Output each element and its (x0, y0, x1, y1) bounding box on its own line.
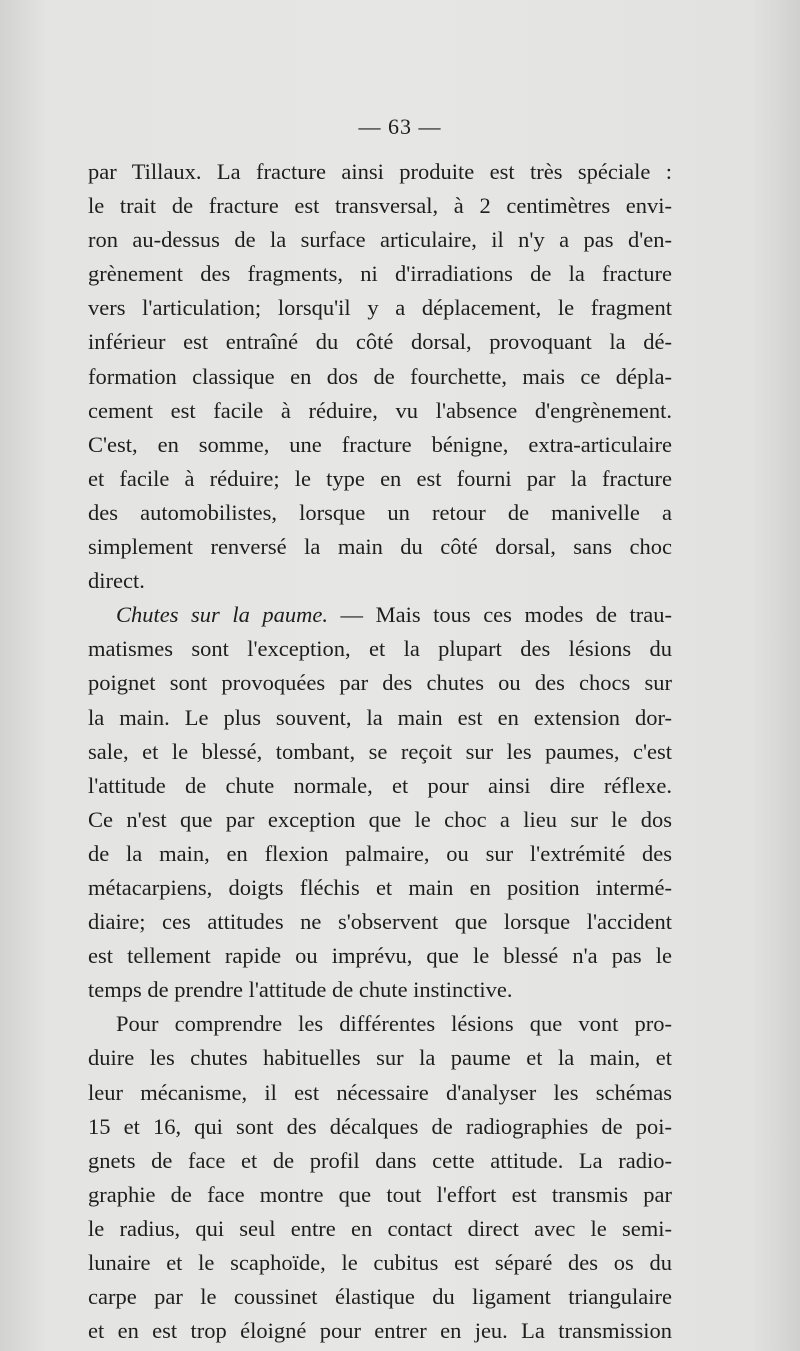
text-line: Ce n'est que par exception que le choc a lieu sur le dos (88, 806, 672, 832)
text-line: et facile à réduire; le type en est fourni par la fracture (88, 465, 672, 491)
paragraph-2 (88, 598, 672, 1007)
text-line: duire les chutes habituelles sur la paume et la main, et (88, 1045, 672, 1071)
text-line: lunaire et le scaphoïde, le cubitus est séparé des os du (88, 1250, 672, 1275)
text-line: leur mécanisme, il est nécessaire d'analyser les schémas (88, 1079, 672, 1105)
paragraph-3 (88, 1007, 672, 1348)
text-fragment: — Mais tous ces modes de trau- (328, 602, 673, 628)
text-line: matismes sont l'exception, et la plupart des lésions du (88, 636, 672, 662)
body-text (88, 155, 672, 1348)
text-line: et en est trop éloigné pour entrer en jeu. La transmission (88, 1318, 672, 1344)
text-line: grènement des fragments, ni d'irradiations de la fracture (88, 261, 672, 287)
text-line: la main. Le plus souvent, la main est en extension dor- (88, 704, 672, 730)
text-line (88, 598, 672, 632)
paragraph-1 (88, 155, 672, 598)
text-line: C'est, en somme, une fracture bénigne, extra-articulaire (88, 431, 672, 457)
text-line: ron au-dessus de la surface articulaire, il n'y a pas d'en- (88, 227, 672, 253)
text-line: métacarpiens, doigts fléchis et main en position intermé- (88, 874, 672, 900)
text-line: Pour comprendre les différentes lésions que vont pro- (116, 1011, 672, 1037)
text-line: sale, et le blessé, tombant, se reçoit sur les paumes, c'est (88, 738, 672, 764)
text-line: carpe par le coussinet élastique du ligament triangulaire (88, 1284, 672, 1310)
text-line: le radius, qui seul entre en contact direct avec le semi- (88, 1215, 672, 1241)
text-line: simplement renversé la main du côté dorsal, sans choc (88, 534, 672, 560)
text-line: est tellement rapide ou imprévu, que le blessé n'a pas le (88, 943, 672, 969)
text-line: direct. (88, 568, 145, 594)
text-line: diaire; ces attitudes ne s'observent que lorsque l'accident (88, 909, 672, 935)
text-line: des automobilistes, lorsque un retour de manivelle a (88, 499, 672, 525)
text-line: par Tillaux. La fracture ainsi produite est très spéciale : (88, 159, 672, 184)
text-line: graphie de face montre que tout l'effort est transmis par (88, 1181, 672, 1207)
text-line: le trait de fracture est transversal, à 2 centimètres envi- (88, 193, 672, 219)
text-line: de la main, en flexion palmaire, ou sur l'extrémité des (88, 840, 672, 866)
text-line: l'attitude de chute normale, et pour ainsi dire réflexe. (88, 772, 672, 798)
text-line: cement est facile à réduire, vu l'absence d'engrènement. (88, 397, 672, 423)
page-number: — 63 — (358, 114, 442, 139)
text-line: temps de prendre l'attitude de chute instinctive. (88, 977, 513, 1003)
text-line: vers l'articulation; lorsqu'il y a déplacement, le fragment (88, 295, 672, 321)
section-heading: Chutes sur la paume. (116, 602, 329, 628)
text-line: gnets de face et de profil dans cette attitude. La radio- (88, 1147, 672, 1173)
text-line: 15 et 16, qui sont des décalques de radiographies de poi- (88, 1113, 672, 1139)
text-line: poignet sont provoquées par des chutes ou des chocs sur (88, 670, 672, 696)
text-line: formation classique en dos de fourchette, mais ce dépla- (88, 363, 672, 389)
text-line: inférieur est entraîné du côté dorsal, provoquant la dé- (88, 329, 672, 355)
